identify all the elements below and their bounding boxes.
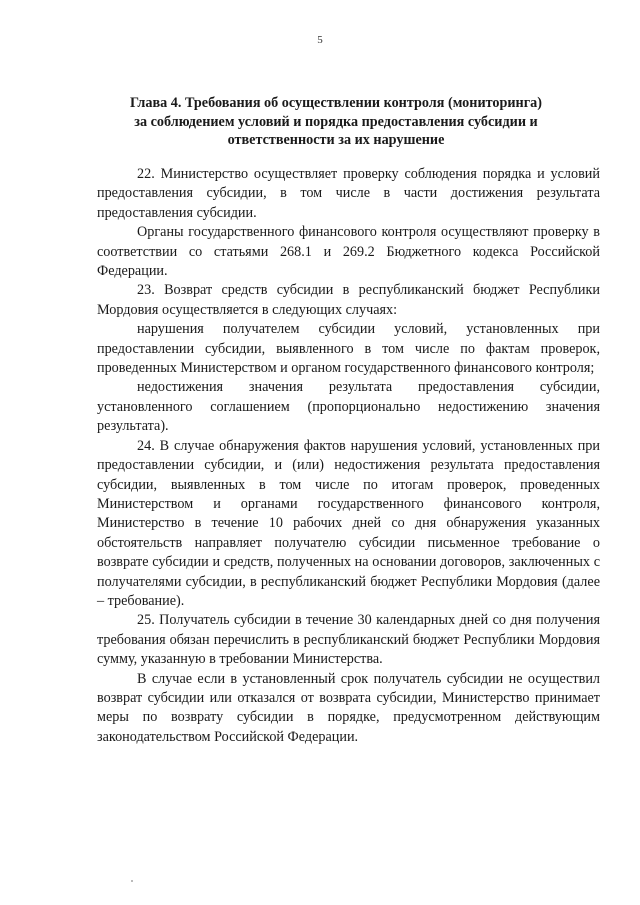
chapter-heading: Глава 4. Требования об осуществлении контроля (мониторинга) за соблюдением условий и порядка предоставления субсидии и ответственности за их нарушение xyxy=(130,95,542,148)
document-body xyxy=(97,165,600,747)
scan-speck xyxy=(131,880,133,882)
paragraph-22: 22. Министерство осуществляет проверку соблюдения порядка и условий предоставления субсидии, в том числе в части достижения результата предоставления субсидии. xyxy=(97,166,600,221)
paragraph-25: 25. Получатель субсидии в течение 30 календарных дней со дня получения требования обязан перечислить в республиканский бюджет Республики Мордовия сумму, указанную в требовании Министерства. xyxy=(97,612,600,668)
page-number: 5 xyxy=(317,34,323,46)
paragraph-24: 24. В случае обнаружения фактов нарушения условий, установленных при предоставлении субсидии, и (или) недостижения результата предоставления субсидии, выявленных в том числе по итогам проверок, проведенных Министерством и органами государственного финансового контроля, Министерство в течение 10 рабочих дней со дня обнаружения указанных обстоятельств направляет получателю субсидии письменное требование о возврате субсидии и средств, полученных на основании договоров, заключенных с получателями субсидии, в республиканский бюджет Республики Мордовия (далее – требование). xyxy=(97,437,600,609)
paragraph-violation-case: нарушения получателем субсидии условий, установленных при предоставлении субсидии, выявленного в том числе по фактам проверок, проведенных Министерством и органом государственного финансового контроля; xyxy=(97,321,600,377)
paragraph-control-bodies: Органы государственного финансового контроля осуществляют проверку в соответствии со статьями 268.1 и 269.2 Бюджетного кодекса Российской Федерации. xyxy=(97,224,600,280)
paragraph-23: 23. Возврат средств субсидии в республиканский бюджет Республики Мордовия осуществляется в следующих случаях: xyxy=(97,282,600,318)
paragraph-non-achievement-case: недостижения значения результата предоставления субсидии, установленного соглашением (пропорционально недостижению значения результата). xyxy=(97,379,600,435)
paragraph-refusal-case: В случае если в установленный срок получатель субсидии не осуществил возврат субсидии или отказался от возврата субсидии, Министерство принимает меры по возврату субсидии в порядке, предусмотренном действующим законодательством Российской Федерации. xyxy=(97,670,600,745)
